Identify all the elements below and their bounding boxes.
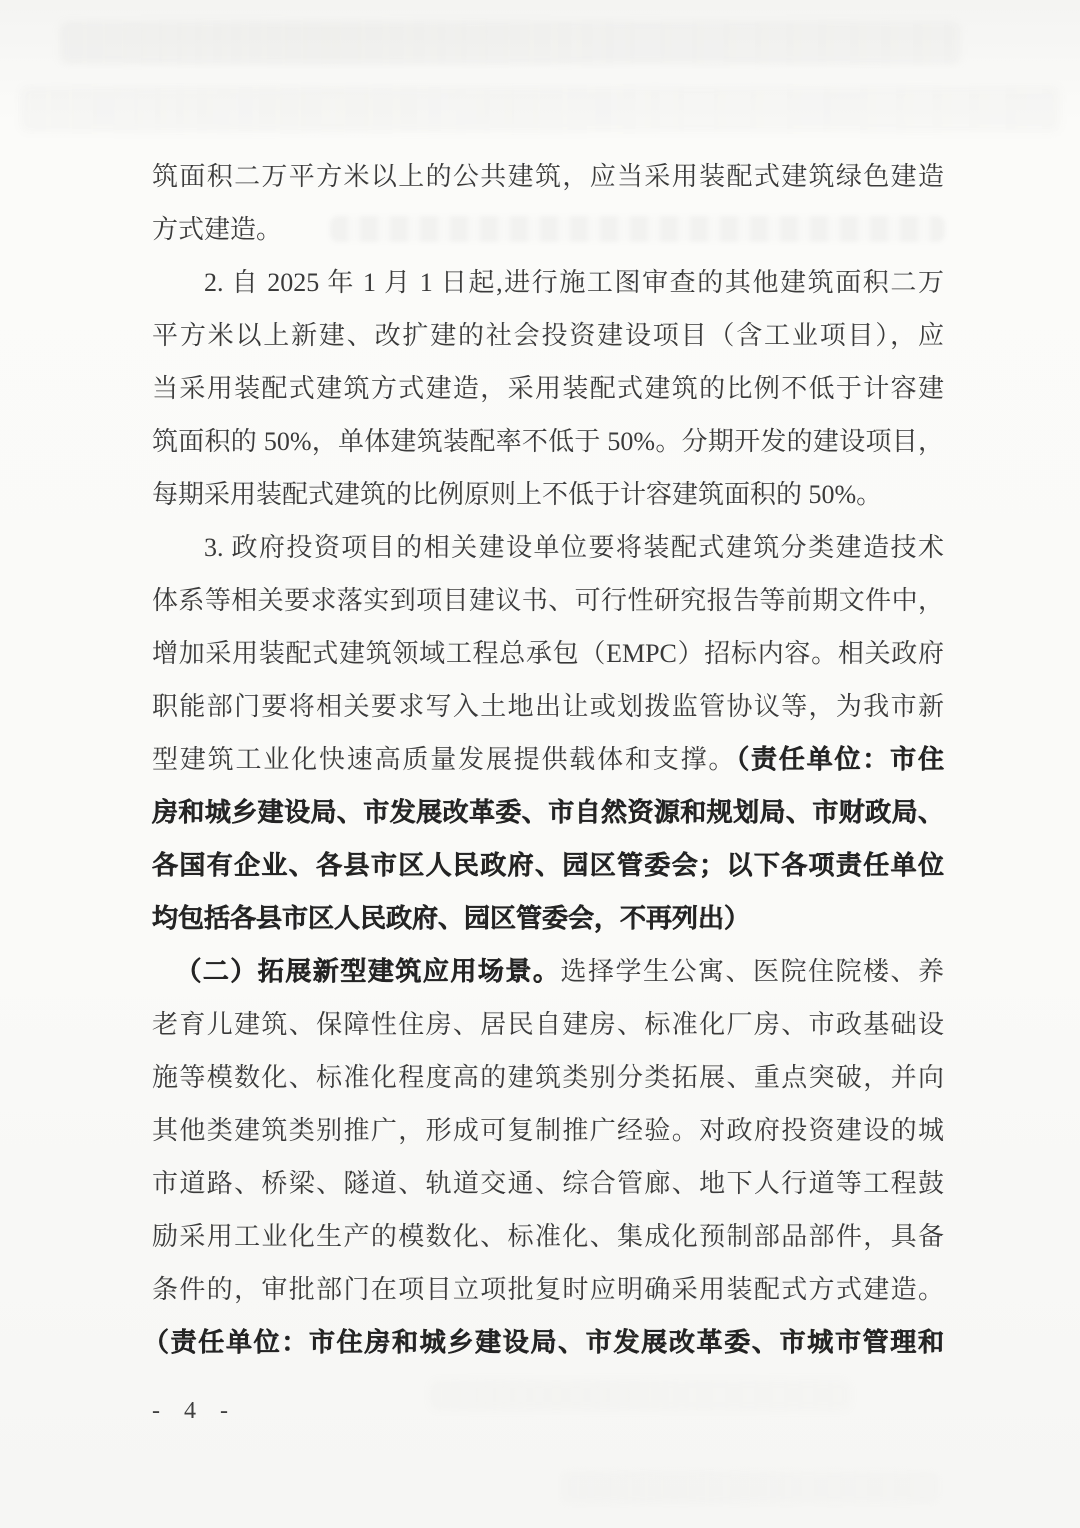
text-line-23 — [142, 1316, 944, 1369]
text-line-16 — [152, 945, 944, 998]
text-segment: 平方米以上新建、改扩建的社会投资建设项目（含工业项目），应 — [152, 321, 944, 350]
scan-smudge — [60, 22, 960, 64]
text-segment: 当采用装配式建筑方式建造，采用装配式建筑的比例不低于计容建 — [152, 374, 944, 403]
text-segment: 型建筑工业化快速高质量发展提供载体和支撑。 — [152, 745, 737, 774]
text-line-2 — [152, 203, 944, 256]
text-line-4 — [152, 309, 944, 362]
text-segment: 选择学生公寓、医院住院楼、养 — [560, 957, 944, 986]
text-segment: 筑面积的 50%，单体建筑装配率不低于 50%。分期开发的建设项目， — [152, 427, 944, 456]
text-line-6 — [152, 415, 944, 468]
document-body — [142, 150, 944, 1369]
bold-text-segment: 均包括各县市区人民政府、园区管委会，不再列出） — [152, 904, 751, 933]
text-line-12 — [152, 733, 944, 786]
text-line-3 — [152, 256, 944, 309]
text-line-11 — [152, 680, 944, 733]
text-segment: 增加采用装配式建筑领域工程总承包（EMPC）招标内容。相关政府 — [152, 639, 944, 668]
text-line-14 — [152, 839, 944, 892]
text-line-10 — [152, 627, 944, 680]
text-line-8 — [152, 521, 944, 574]
text-segment: 方式建造。 — [152, 215, 283, 244]
text-line-20 — [152, 1157, 944, 1210]
bold-text-segment: 房和城乡建设局、市发展改革委、市自然资源和规划局、市财政局、 — [152, 798, 944, 827]
text-segment: 市道路、桥梁、隧道、轨道交通、综合管廊、地下人行道等工程鼓 — [152, 1169, 944, 1198]
text-line-21 — [152, 1210, 944, 1263]
text-line-15 — [152, 892, 944, 945]
text-segment: 体系等相关要求落实到项目建议书、可行性研究报告等前期文件中， — [152, 586, 944, 615]
text-segment: 3. 政府投资项目的相关建设单位要将装配式建筑分类建造技术 — [204, 533, 944, 562]
bold-text-segment: （二）拓展新型建筑应用场景。 — [175, 957, 561, 986]
scan-smudge — [20, 86, 1060, 132]
text-line-19 — [152, 1104, 944, 1157]
page-number: - 4 - — [152, 1398, 237, 1424]
scan-smudge — [560, 1470, 940, 1504]
text-segment: 每期采用装配式建筑的比例原则上不低于计容建筑面积的 50%。 — [152, 480, 883, 509]
text-segment: 职能部门要将相关要求写入土地出让或划拨监管协议等，为我市新 — [152, 692, 944, 721]
bold-text-segment: （责任单位：市住 — [736, 745, 944, 774]
text-line-9 — [152, 574, 944, 627]
text-line-22 — [152, 1263, 944, 1316]
text-segment: 其他类建筑类别推广，形成可复制推广经验。对政府投资建设的城 — [152, 1116, 944, 1145]
text-segment: 老育儿建筑、保障性住房、居民自建房、标准化厂房、市政基础设 — [152, 1010, 944, 1039]
text-line-5 — [152, 362, 944, 415]
text-segment: 条件的，审批部门在项目立项批复时应明确采用装配式方式建造。 — [152, 1275, 944, 1304]
text-line-18 — [152, 1051, 944, 1104]
text-segment: 励采用工业化生产的模数化、标准化、集成化预制部品部件，具备 — [152, 1222, 944, 1251]
bold-text-segment: 各国有企业、各县市区人民政府、园区管委会；以下各项责任单位 — [152, 851, 944, 880]
text-line-7 — [152, 468, 944, 521]
text-segment: 施等模数化、标准化程度高的建筑类别分类拓展、重点突破，并向 — [152, 1063, 944, 1092]
text-segment: 筑面积二万平方米以上的公共建筑，应当采用装配式建筑绿色建造 — [152, 162, 944, 191]
text-line-1 — [152, 150, 944, 203]
text-segment: 2. 自 2025 年 1 月 1 日起,进行施工图审查的其他建筑面积二万 — [204, 268, 944, 297]
text-line-17 — [152, 998, 944, 1051]
text-line-13 — [152, 786, 944, 839]
scan-smudge — [430, 1380, 850, 1410]
bold-text-segment: （责任单位：市住房和城乡建设局、市发展改革委、市城市管理和 — [142, 1328, 944, 1357]
